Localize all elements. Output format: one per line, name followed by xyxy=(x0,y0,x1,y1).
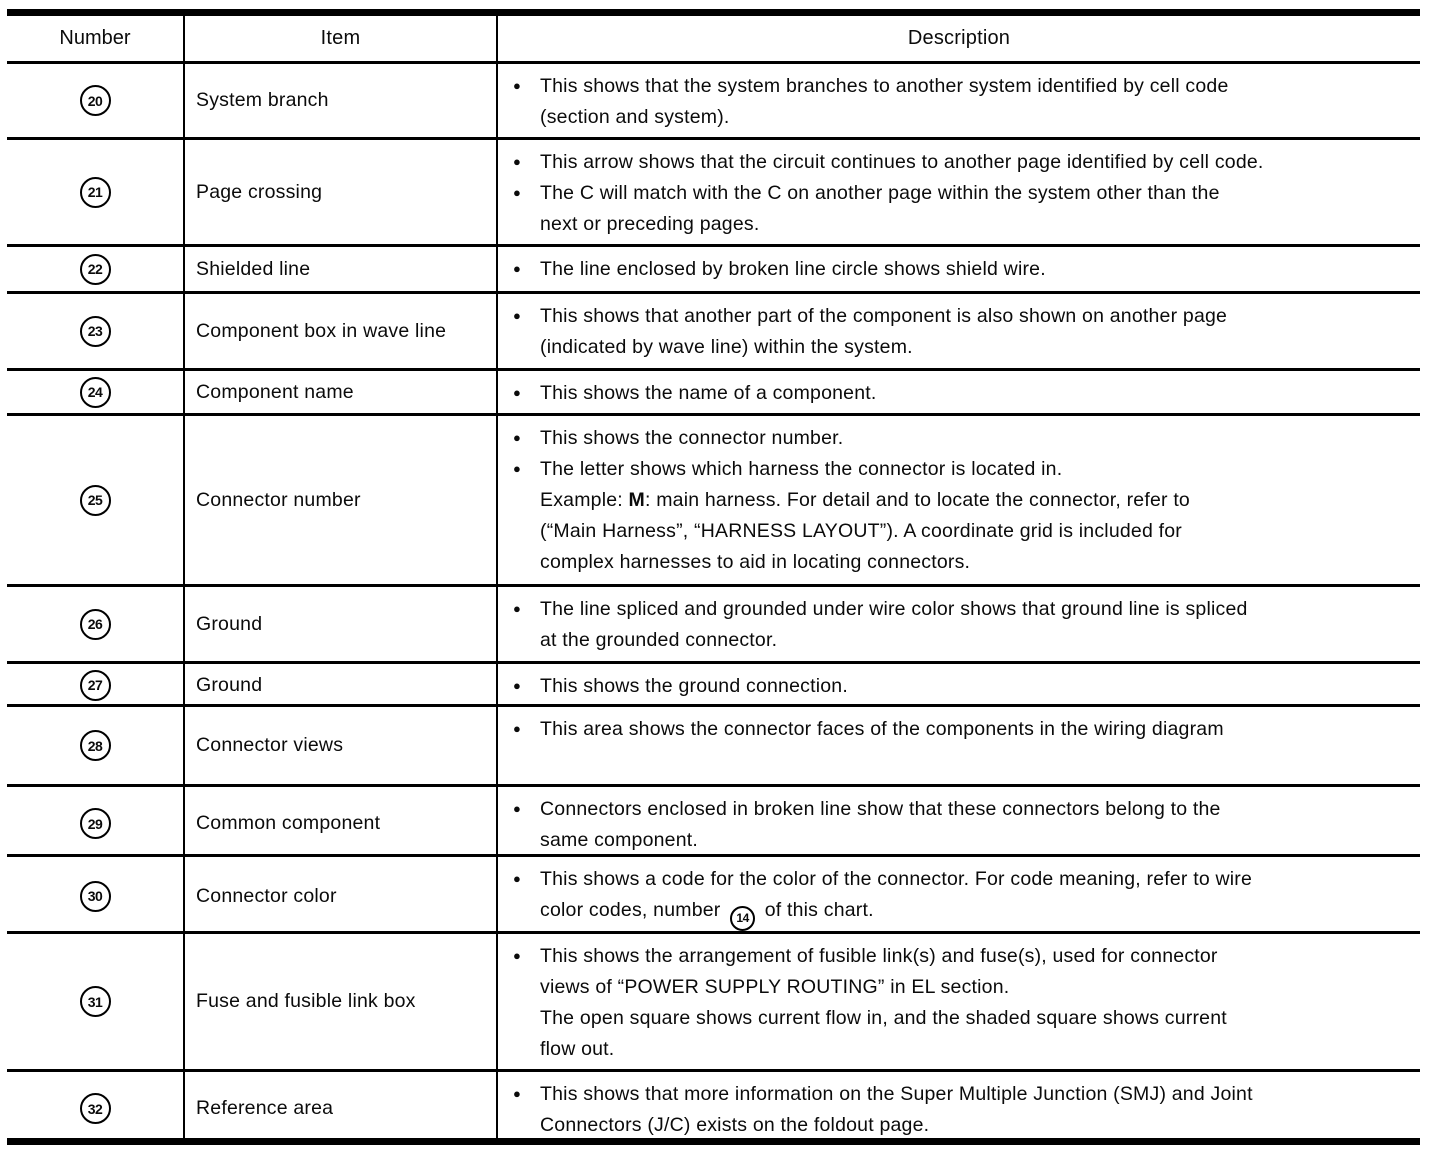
description-text: The line spliced and grounded under wire color shows that ground line is spliced xyxy=(540,598,1248,620)
description-text: This shows a code for the color of the connector. For code meaning, refer to wire xyxy=(540,868,1253,890)
bullet-icon: ● xyxy=(513,871,522,886)
item-cell: Connector color xyxy=(185,857,498,935)
description-bullet-line xyxy=(513,941,1406,972)
description-continuation-line xyxy=(513,825,1406,856)
number-cell xyxy=(7,247,185,291)
description-continuation-line xyxy=(513,972,1406,1003)
description-cell xyxy=(498,934,1420,1069)
description-bullet-line xyxy=(513,423,1406,454)
bullet-icon: ● xyxy=(513,721,522,736)
circled-number: 21 xyxy=(80,177,111,208)
circled-number: 29 xyxy=(80,808,111,839)
description-cell xyxy=(498,857,1420,935)
description-text: next or preceding pages. xyxy=(540,213,760,235)
item-cell: Connector views xyxy=(185,707,498,784)
number-cell xyxy=(7,64,185,137)
bullet-icon: ● xyxy=(513,430,522,445)
circled-number: 30 xyxy=(80,881,111,912)
description-text: flow out. xyxy=(540,1038,615,1060)
description-continuation-line xyxy=(513,1034,1406,1065)
table-row xyxy=(7,64,1420,140)
description-continuation-line xyxy=(513,485,1406,516)
description-text: This arrow shows that the circuit continues to another page identified by cell code. xyxy=(540,151,1264,173)
circled-number: 31 xyxy=(80,986,111,1017)
number-cell xyxy=(7,707,185,784)
number-cell xyxy=(7,857,185,935)
description-cell xyxy=(498,371,1420,413)
item-cell: Connector number xyxy=(185,416,498,584)
description-bullet-line xyxy=(513,794,1406,825)
description-bullet-line xyxy=(513,671,1406,702)
description-continuation-line xyxy=(513,332,1406,363)
description-text: This shows the connector number. xyxy=(540,427,844,449)
item-cell: Shielded line xyxy=(185,247,498,291)
description-text: The C will match with the C on another page within the system other than the xyxy=(540,182,1220,204)
description-text: This shows the name of a component. xyxy=(540,382,877,404)
description-text: The open square shows current flow in, and the shaded square shows current xyxy=(540,1007,1227,1029)
table-row xyxy=(7,416,1420,587)
circled-number: 28 xyxy=(80,730,111,761)
description-continuation-line xyxy=(513,1110,1406,1141)
description-text: (section and system). xyxy=(540,106,730,128)
item-cell: System branch xyxy=(185,64,498,137)
description-text: This shows the ground connection. xyxy=(540,675,848,697)
bullet-icon: ● xyxy=(513,601,522,616)
item-cell: Reference area xyxy=(185,1072,498,1145)
description-cell xyxy=(498,1072,1420,1145)
description-bullet-line xyxy=(513,71,1406,102)
item-cell: Page crossing xyxy=(185,140,498,244)
circled-number: 22 xyxy=(80,254,111,285)
bullet-icon: ● xyxy=(513,678,522,693)
description-bullet-line xyxy=(513,254,1406,285)
header-number: Number xyxy=(7,16,185,61)
number-cell xyxy=(7,664,185,706)
item-cell: Component box in wave line xyxy=(185,294,498,368)
table-row xyxy=(7,857,1420,934)
table-header-row xyxy=(7,16,1420,64)
description-cell xyxy=(498,140,1420,244)
description-text: This shows the arrangement of fusible link(s) and fuse(s), used for connector xyxy=(540,945,1218,967)
description-cell xyxy=(498,664,1420,706)
circled-number: 24 xyxy=(80,377,111,408)
description-cell xyxy=(498,787,1420,860)
item-cell: Common component xyxy=(185,787,498,860)
description-cell xyxy=(498,587,1420,661)
description-bullet-line xyxy=(513,378,1406,409)
bullet-icon: ● xyxy=(513,385,522,400)
table-row xyxy=(7,934,1420,1072)
circled-number: 20 xyxy=(80,85,111,116)
description-text: at the grounded connector. xyxy=(540,629,778,651)
description-continuation-line xyxy=(513,1003,1406,1034)
description-bullet-line xyxy=(513,454,1406,485)
circled-number: 23 xyxy=(80,316,111,347)
number-cell xyxy=(7,371,185,413)
description-text: Example: M: main harness. For detail and to locate the connector, refer to xyxy=(540,489,1190,511)
number-cell xyxy=(7,416,185,584)
table-row xyxy=(7,371,1420,416)
description-continuation-line xyxy=(513,209,1406,240)
circled-number: 26 xyxy=(80,609,111,640)
item-cell: Ground xyxy=(185,664,498,706)
table-row xyxy=(7,664,1420,707)
description-text: This area shows the connector faces of the components in the wiring diagram xyxy=(540,718,1224,740)
description-text: Connectors (J/C) exists on the foldout page. xyxy=(540,1114,930,1136)
table-row xyxy=(7,294,1420,371)
number-cell xyxy=(7,587,185,661)
description-text: (“Main Harness”, “HARNESS LAYOUT”). A coordinate grid is included for xyxy=(540,520,1182,542)
table-row xyxy=(7,707,1420,787)
circled-number: 32 xyxy=(80,1093,111,1124)
description-text: color codes, number 14 of this chart. xyxy=(540,895,1406,931)
description-text: This shows that another part of the component is also shown on another page xyxy=(540,305,1228,327)
bullet-icon: ● xyxy=(513,78,522,93)
description-bullet-line xyxy=(513,301,1406,332)
bullet-icon: ● xyxy=(513,154,522,169)
description-text: Connectors enclosed in broken line show that these connectors belong to the xyxy=(540,798,1221,820)
description-continuation-line xyxy=(513,895,1406,931)
table-row xyxy=(7,587,1420,664)
item-cell: Component name xyxy=(185,371,498,413)
description-cell xyxy=(498,416,1420,584)
number-cell xyxy=(7,140,185,244)
number-cell xyxy=(7,1072,185,1145)
description-text: This shows that the system branches to another system identified by cell code xyxy=(540,75,1229,97)
description-text: same component. xyxy=(540,829,699,851)
header-description: Description xyxy=(907,27,1011,49)
table-row xyxy=(7,787,1420,857)
bold-text: M xyxy=(628,489,645,511)
description-continuation-line xyxy=(513,625,1406,656)
table-row xyxy=(7,1072,1420,1138)
description-text: The line enclosed by broken line circle shows shield wire. xyxy=(540,258,1046,280)
bullet-icon: ● xyxy=(513,1086,522,1101)
item-cell: Fuse and fusible link box xyxy=(185,934,498,1069)
number-cell xyxy=(7,294,185,368)
description-bullet-line xyxy=(513,714,1406,745)
circled-number-inline: 14 xyxy=(730,906,755,931)
description-cell xyxy=(498,707,1420,784)
description-continuation-line xyxy=(513,547,1406,578)
bullet-icon: ● xyxy=(513,461,522,476)
header-item: Item xyxy=(185,16,498,61)
description-text: (indicated by wave line) within the system. xyxy=(540,336,913,358)
description-text: This shows that more information on the Super Multiple Junction (SMJ) and Joint xyxy=(540,1083,1253,1105)
bullet-icon: ● xyxy=(513,185,522,200)
wiring-legend-table xyxy=(7,9,1420,1145)
description-bullet-line xyxy=(513,178,1406,209)
description-bullet-line xyxy=(513,864,1406,895)
circled-number: 25 xyxy=(80,485,111,516)
description-cell xyxy=(498,247,1420,291)
table-body xyxy=(7,64,1420,1138)
table-row xyxy=(7,140,1420,247)
number-cell xyxy=(7,787,185,860)
description-bullet-line xyxy=(513,1079,1406,1110)
description-text: complex harnesses to aid in locating connectors. xyxy=(540,551,971,573)
table-row xyxy=(7,247,1420,294)
description-continuation-line xyxy=(513,516,1406,547)
description-bullet-line xyxy=(513,594,1406,625)
description-cell xyxy=(498,64,1420,137)
description-continuation-line xyxy=(513,102,1406,133)
description-text: The letter shows which harness the connector is located in. xyxy=(540,458,1063,480)
bullet-icon: ● xyxy=(513,948,522,963)
bullet-icon: ● xyxy=(513,308,522,323)
description-bullet-line xyxy=(513,147,1406,178)
description-text: views of “POWER SUPPLY ROUTING” in EL section. xyxy=(540,976,1010,998)
description-cell xyxy=(498,294,1420,368)
bullet-icon: ● xyxy=(513,801,522,816)
bullet-icon: ● xyxy=(513,261,522,276)
circled-number: 27 xyxy=(80,670,111,701)
number-cell xyxy=(7,934,185,1069)
item-cell: Ground xyxy=(185,587,498,661)
